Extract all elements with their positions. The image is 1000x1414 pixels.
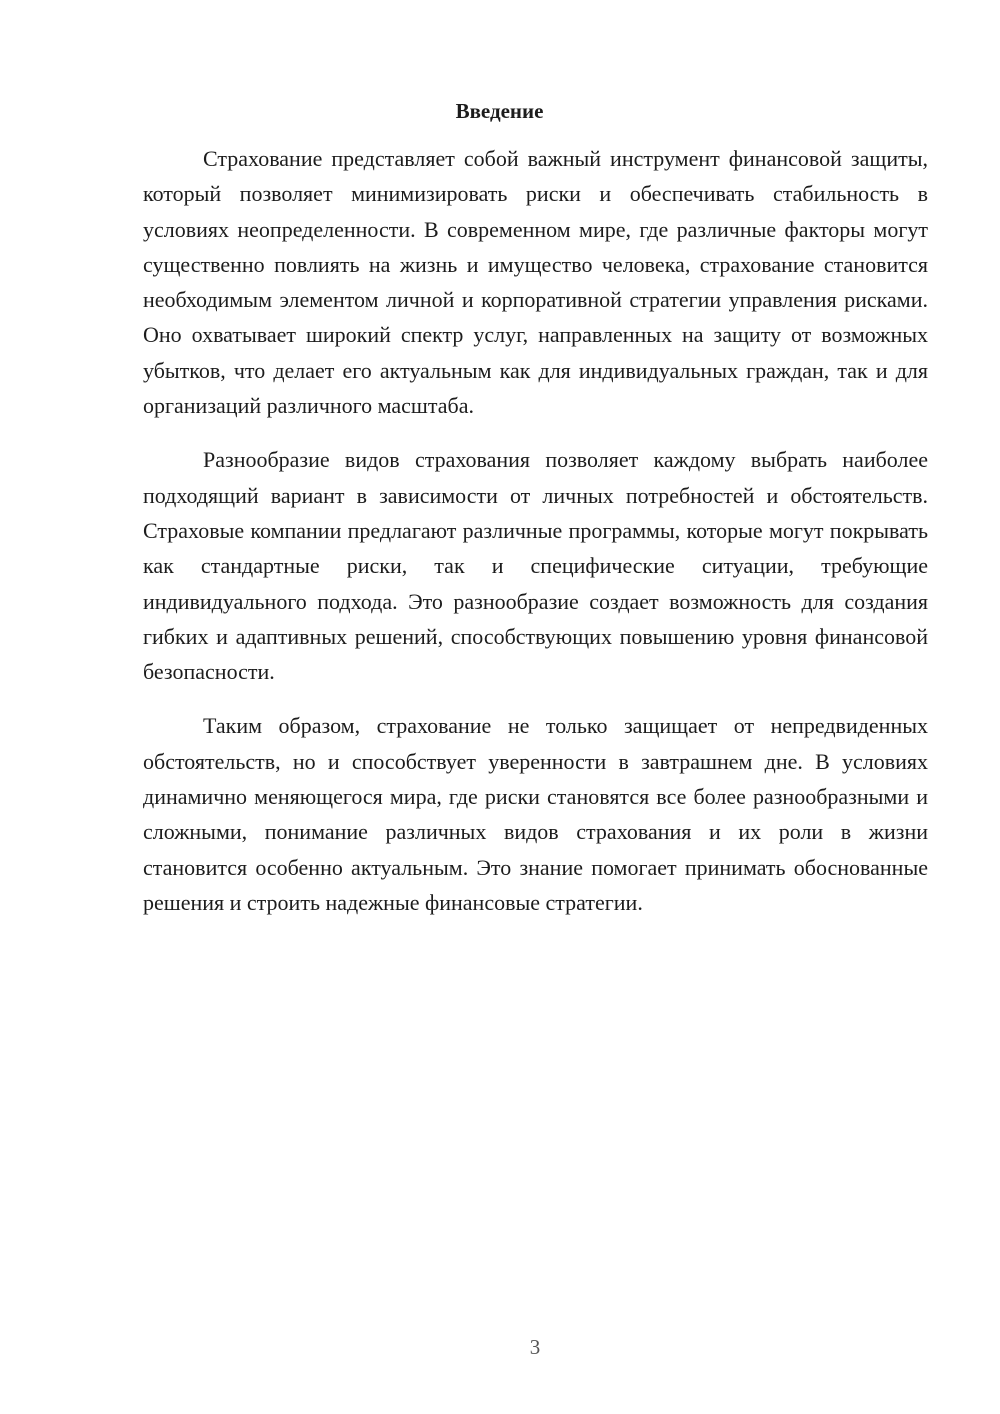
page-number: 3 — [529, 1335, 541, 1359]
paragraph-1: Страхование представляет собой важный инструмент финансовой защиты, который позволяет минимизировать риски и обеспечивать стабильность в условиях неопределенности. В современном мире, где различные факторы могут существенно повлиять на жизнь и имущество человека, страхование становится необходимым элементом личной и корпоративной стратегии управления рисками. Оно охватывает широкий спектр услуг, направленных на защиту от возможных убытков, что делает его актуальным как для индивидуальных граждан, так и для организаций различного масштаба. — [143, 146, 928, 419]
paragraph-3: Таким образом, страхование не только защищает от непредвиденных обстоятельств, но и способствует уверенности в завтрашнем дне. В условиях динамично меняющегося мира, где риски становятся все более разнообразными и сложными, понимание различных видов страхования и их роли в жизни становится особенно актуальным. Это знание помогает принимать обоснованные решения и строить надежные финансовые стратегии. — [143, 713, 928, 915]
section-title: Введение — [455, 99, 544, 123]
paragraph-2: Разнообразие видов страхования позволяет каждому выбрать наиболее подходящий вариант в зависимости от личных потребностей и обстоятельств. Страховые компании предлагают различные программы, которые могут покрывать как стандартные риски, так и специфические ситуации, требующие индивидуального подхода. Это разнообразие создает возможность для создания гибких и адаптивных решений, способствующих повышению уровня финансовой безопасности. — [143, 447, 928, 685]
page-content — [143, 96, 928, 920]
